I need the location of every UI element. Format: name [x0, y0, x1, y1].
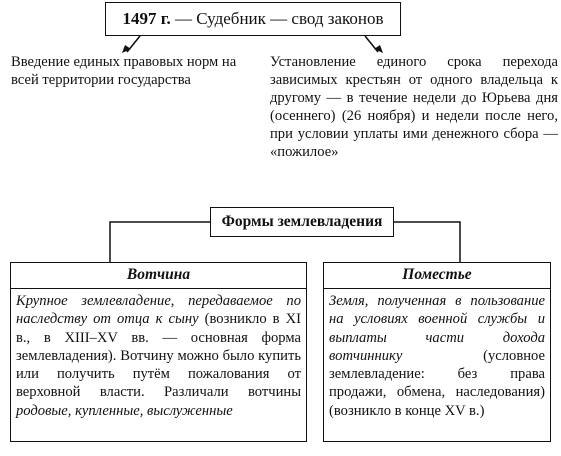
votchina-title: Вотчина	[11, 263, 306, 289]
connector-right	[394, 222, 460, 262]
pomestie-definition: Земля, полученная в пользование на условиях военной службы и выплаты части дохода вотчиннику	[329, 293, 545, 364]
title-box	[105, 2, 401, 36]
arrowhead-right	[374, 45, 383, 53]
left-note: Введение единых правовых норм на всей территории государства	[11, 54, 237, 88]
votchina-details: (возникло в XI в., в XIII–XV вв. — основная форма землевладения). Вотчину можно было купить или получить путём пожалования от верховной власти. Различали вотчины	[16, 311, 301, 401]
connector-left	[110, 222, 210, 262]
votchina-body	[11, 289, 306, 420]
pomestie-body	[324, 289, 550, 420]
votchina-box	[10, 262, 307, 442]
pomestie-box	[323, 262, 551, 442]
right-note: Установление единого срока перехода зависимых крестьян от одного владельца к другому — в течение недели до Юрьева дня (осеннего) (26 ноября) и недели после него, при условии уплаты ими денежного сбора — «пожилое»	[270, 54, 558, 160]
pomestie-details: (условное землевладение: без права продажи, обмена, наследования) (возникло в конце XV в.)	[329, 347, 545, 419]
title-text: — Судебник — свод законов	[170, 9, 384, 28]
votchina-definition: Крупное землевладение, передаваемое по наследству от отца к сыну	[16, 293, 301, 328]
votchina-kinds: родовые, купленные, выслуженные	[16, 402, 233, 419]
forms-box: Формы землевладения	[210, 207, 394, 237]
pomestie-title: Поместье	[324, 263, 550, 289]
title-year: 1497 г.	[122, 9, 171, 28]
arrowhead-left	[122, 45, 131, 53]
